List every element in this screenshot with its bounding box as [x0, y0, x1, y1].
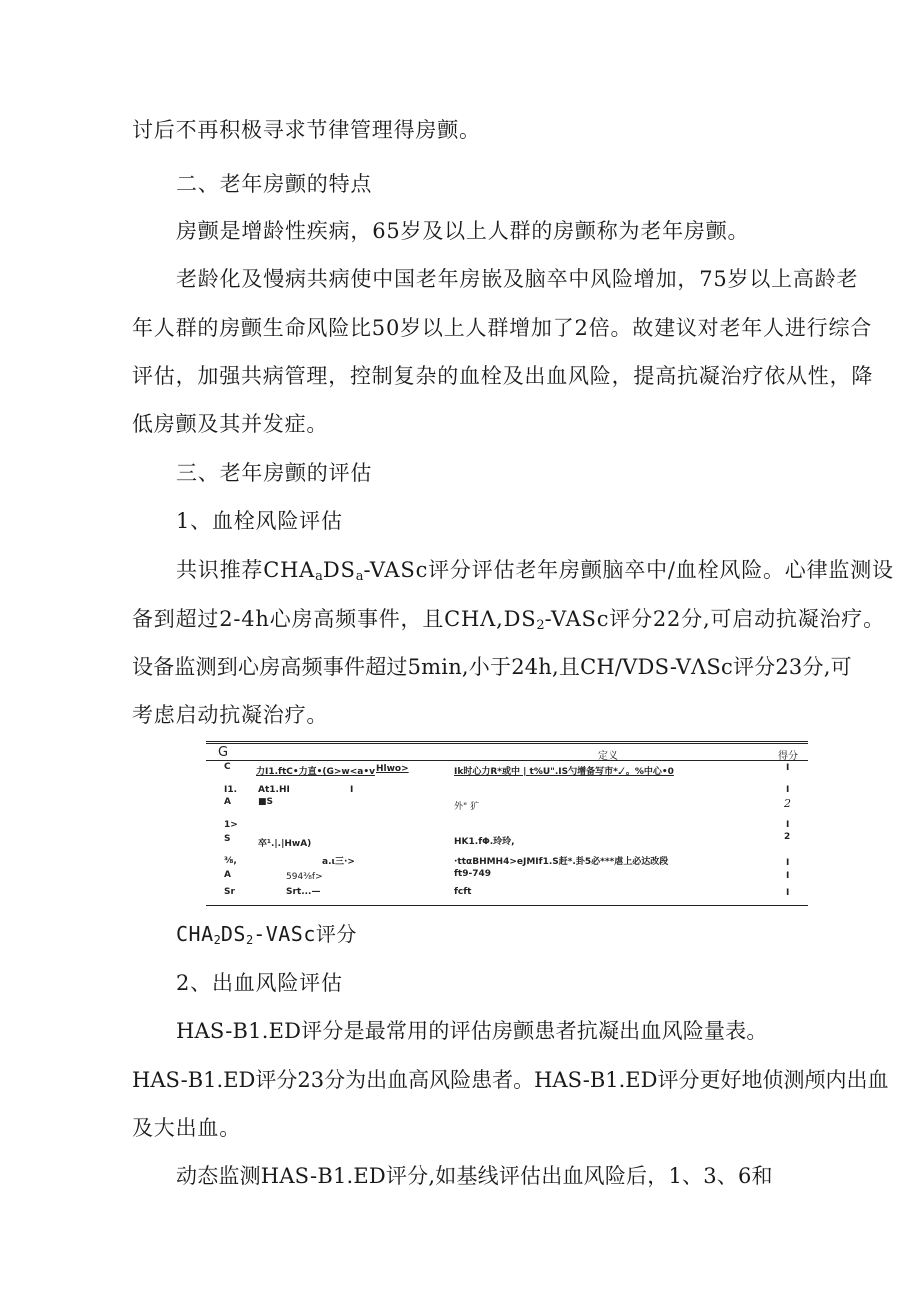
table-bottom-rule [206, 905, 808, 906]
table-cell: ·ttαBHMH4>eJMIf1.S赶*.卦5必***虐上必达改段 [454, 857, 669, 867]
paragraph-has-bled-4: 动态监测HAS-B1.ED评分,如基线评估出血风险后，1、3、6和 [176, 1164, 773, 1188]
table-cell: 1> [224, 820, 238, 830]
table-cell: I [786, 888, 790, 898]
table-cell: A [224, 797, 231, 807]
paragraph-consensus-line-2: 备到超过2-4h心房高频事件，且$CH\Lambda,DS_2$-VASc评分22分,可启动抗凝治疗。 [132, 607, 885, 633]
table-cell: I [786, 785, 790, 795]
table-cell: I [786, 820, 790, 830]
table-cell: I1. [224, 785, 238, 795]
paragraph-definition: 房颤是增龄性疾病，65岁及以上人群的房颤称为老年房颤。 [176, 219, 750, 243]
table-cell: C [224, 762, 231, 772]
paragraph-continued: 讨后不再积极寻求节律管理得房颤。 [132, 118, 481, 142]
table-cell: I [786, 858, 790, 868]
table-cell: Ik时心力R*或中 | t%U".IS勺增备写市*.⁄ 。%中心•0 [454, 767, 674, 777]
table-cell: Hlwo> [376, 764, 409, 774]
section-heading-2: 二、老年房颤的特点 [176, 172, 373, 196]
table-header-definition: 定义 [598, 751, 618, 762]
table-top-rule [206, 741, 808, 742]
subheading-bleeding-risk: 2、出血风险评估 [176, 971, 343, 995]
paragraph-has-bled-2: HAS-B1.ED评分23分为出血高风险患者。HAS-B1.ED评分更好地侦测颅内出血 [132, 1068, 889, 1092]
table-cell: 594⅜f> [286, 872, 323, 882]
cha2ds2-vasc-table [206, 741, 808, 907]
table-cell: a.ι三·> [322, 857, 355, 867]
table-top-rule-2 [206, 743, 808, 744]
table-cell: 2 [784, 832, 791, 842]
table-header-score: 得分 [778, 751, 798, 762]
table-cell: Srt...— [286, 887, 321, 897]
paragraph-risk-line-1: 老龄化及慢病共病使中国老年房嵌及脑卒中风险增加，75岁以上高龄老 [176, 267, 859, 291]
table-cell: 外" 犷 [454, 802, 480, 812]
paragraph-risk-line-2: 年人群的房颤生命风险比50岁以上人群增加了2倍。故建议对老年人进行综合 [132, 316, 873, 340]
table-cell: 卒¹.|.|HwA) [258, 839, 312, 849]
table-header-col1: G [218, 745, 229, 760]
table-cell: S [224, 834, 231, 844]
paragraph-consensus-line-4: 考虑启动抗凝治疗。 [132, 703, 329, 727]
table-cell: HK1.fΦ.玲玲, [454, 837, 515, 847]
table-cell: ⅜, [224, 856, 237, 866]
table-cell: At1.HI [258, 785, 290, 795]
table-cell: 力I1.ftC•力直•(G>w<a•v [256, 767, 375, 777]
table-cell: I [786, 763, 790, 773]
paragraph-risk-line-3: 评估，加强共病管理，控制复杂的血栓及出血风险，提高抗凝治疗依从性，降 [132, 364, 874, 388]
table-cell: ■S [258, 797, 273, 807]
table-header-rule [206, 760, 808, 761]
table-cell: I [350, 785, 354, 795]
paragraph-consensus-line-1: 共识推荐$CHA_aDS_a$-VASc评分评估老年房颤脑卒中/血栓风险。心律监测设 [176, 558, 894, 584]
table-cell: 2 [784, 797, 791, 810]
table-cell: fcft [454, 887, 472, 897]
paragraph-consensus-line-3: 设备监测到心房高频事件超过5min,小于24h,且CH/VDS-VΛSc评分23分,可 [132, 655, 852, 679]
table-caption: $CHA_2DS_2$-VASc评分 [176, 922, 357, 947]
paragraph-has-bled-3: 及大出血。 [132, 1116, 241, 1140]
paragraph-has-bled-1: HAS-B1.ED评分是最常用的评估房颤患者抗凝出血风险量表。 [176, 1019, 768, 1043]
paragraph-risk-line-4: 低房颤及其并发症。 [132, 412, 329, 436]
section-heading-3: 三、老年房颤的评估 [176, 461, 373, 485]
table-cell: A [224, 870, 231, 880]
table-cell: ft9-749 [454, 869, 492, 879]
subheading-thrombus-risk: 1、血栓风险评估 [176, 509, 343, 533]
table-cell: Sr [224, 887, 235, 897]
table-cell: I [786, 871, 790, 881]
